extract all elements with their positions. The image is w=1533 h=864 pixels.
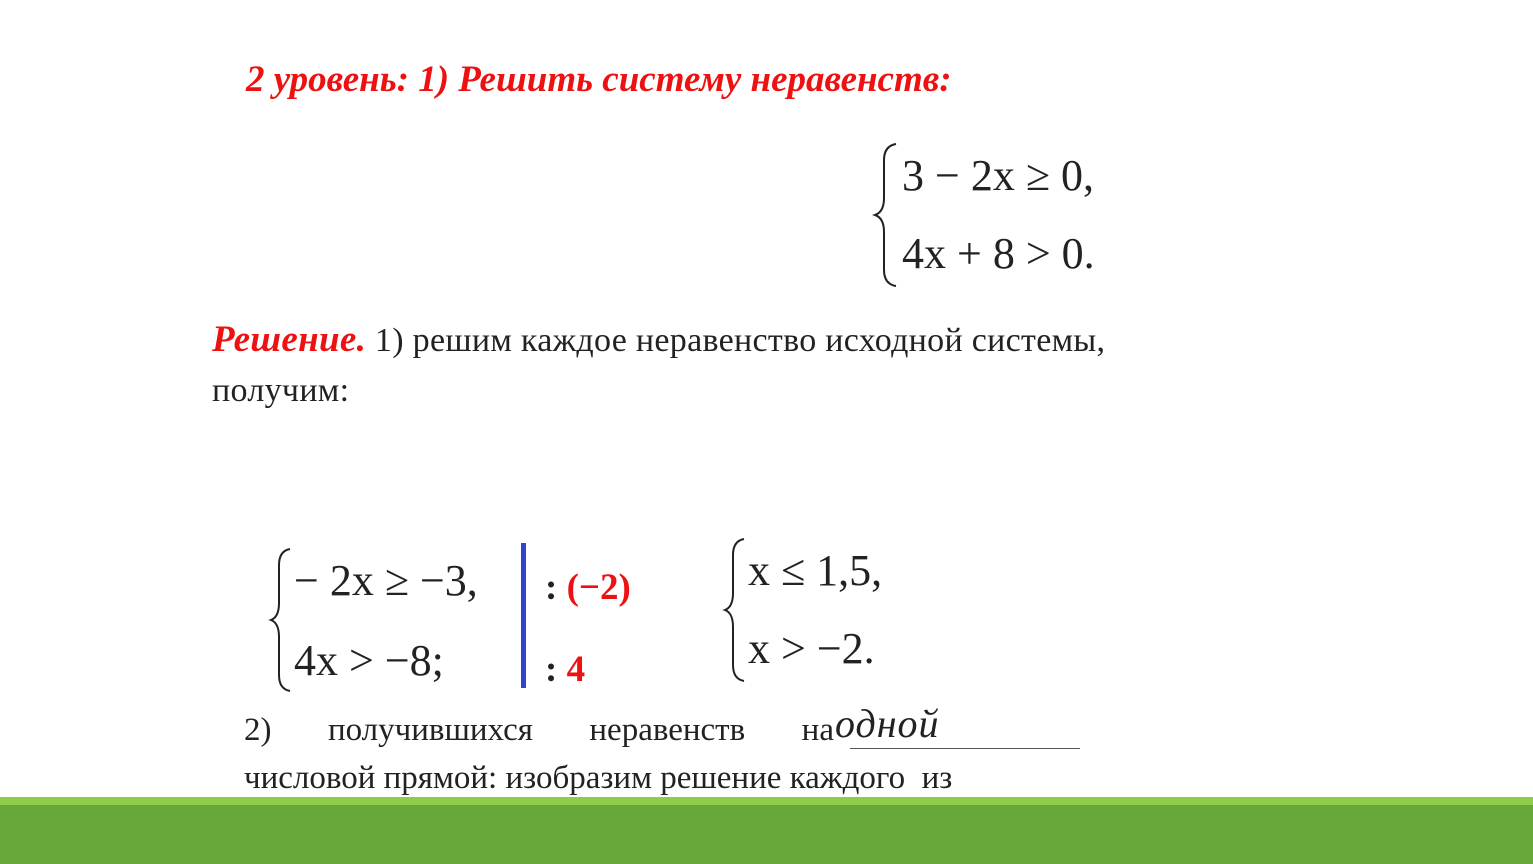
step2-word: на [801,712,834,748]
solution-step1-continuation: получим: [212,372,350,409]
footer-bar [0,805,1533,864]
inequality-system [872,140,1132,290]
solution-step1-text: 1) решим каждое неравенство исходной системы, [366,322,1106,359]
result-line-2: x > −2. [748,624,875,673]
rewritten-line-1: − 2x ≥ −3, [294,556,478,605]
operation-divider [521,543,526,688]
result-line-1: x ≤ 1,5, [748,546,883,595]
left-brace [872,140,902,290]
operation-1 [545,566,631,609]
slide-title: 2 уровень: 1) Решить систему неравенств: [246,59,952,100]
operation-2-colon: : [545,649,558,690]
operation-2-value: 4 [566,649,586,690]
system-line-2: 4x + 8 > 0. [902,229,1095,278]
step2-second-line: числовой прямой: изобразим решение каждого из [244,760,953,796]
operation-2 [545,648,585,691]
left-brace [722,535,748,685]
solution-paragraph [212,318,1105,361]
operation-1-colon: : [545,567,558,608]
step2-word: получившихся [327,712,533,748]
rewritten-line-2: 4x > −8; [294,636,444,685]
left-brace [268,545,294,695]
solution-label: Решение. [212,319,367,360]
step2-first-line [244,712,834,749]
result-system [722,535,922,685]
system-line-1: 3 − 2x ≥ 0, [902,151,1094,200]
rewritten-system [268,545,518,695]
blank-underline [850,748,1080,749]
handwritten-word: одной [835,701,940,746]
footer-accent-stripe [0,797,1533,805]
step2-word: неравенств [589,712,746,748]
step2-word: 2) [244,712,272,748]
operation-1-value: (−2) [566,567,631,608]
